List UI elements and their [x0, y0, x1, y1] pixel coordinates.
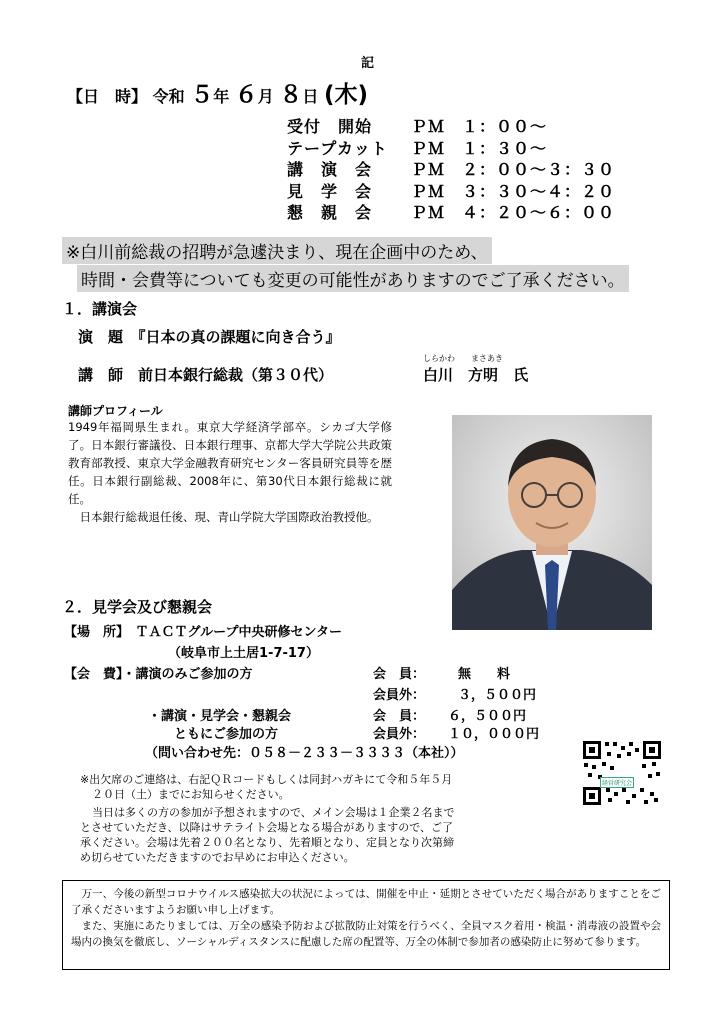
profile-title: 講師プロフィール [68, 404, 163, 418]
place-address: （岐阜市上土居1-7-17） [168, 646, 319, 661]
qr-code[interactable] [582, 740, 662, 806]
covid-paragraph-1: 万一、今後の新型コロナウイルス感染拡大の状況によっては、開催を中止・延期とさせていただく場合がありますことをご了承くださいますようお願い申し上げます。 [71, 888, 661, 916]
section2-title: ２．見学会及び懇親会 [62, 598, 213, 616]
date-month-unit: 月 [257, 87, 274, 106]
date-line [67, 76, 368, 109]
attendance-line-6: め切らせていただきますのでお早めにお申込ください。 [80, 851, 355, 864]
date-year: ５ [190, 82, 214, 108]
place-name: ＴＡＣＴグループ中央研修センター [135, 625, 342, 640]
schedule-row [287, 200, 615, 222]
date-label: 【日 時】 [67, 87, 148, 106]
fee2-description-2: ともにご参加の方 [174, 727, 279, 742]
fee1-nonmember-label: 会員外： [373, 688, 426, 703]
date-day: ８ [279, 82, 303, 108]
ruby-given: まさあき [471, 354, 503, 363]
covid-notice-box [62, 880, 670, 970]
schedule-row [287, 179, 615, 201]
attendance-line-1: ※出欠席のご連絡は、右記ＱＲコードもしくは同封ハガキにて令和５年５月 [80, 773, 453, 786]
fee2-member-price: ６，５００円 [448, 709, 527, 724]
attendance-line-3: 当日は多くの方の参加が予想されますので、メイン会場は１企業２名まで [92, 806, 455, 819]
fee2-nonmember-price: １０，０００円 [448, 727, 540, 742]
fee-line-1 [64, 663, 253, 682]
schedule-time: ＰＭ ２：００～３：３０ [411, 160, 616, 179]
topic-label: 演 題 [78, 328, 124, 346]
date-year-unit: 年 [213, 87, 230, 106]
document-heading: 記 [361, 56, 375, 71]
contact-line: （問い合わせ先：０５８－２３３－３３３３（本社）） [145, 746, 464, 761]
place-line [64, 621, 342, 640]
schedule-time: ＰＭ ３：３０～４：２０ [411, 181, 616, 201]
schedule-label: 懇 親 会 [287, 203, 373, 222]
profile-text [68, 418, 392, 526]
schedule-time: ＰＭ １：００～ [411, 117, 548, 136]
schedule-row [287, 114, 615, 136]
lecturer-title: 前日本銀行総裁（第３０代） [138, 366, 334, 384]
attendance-line-2: ２０日（土）までにお知らせください。 [92, 788, 290, 801]
fee1-member-price: 無 料 [458, 667, 511, 682]
date-era: 令和 [152, 87, 185, 106]
schedule-label: テープカット [287, 138, 388, 158]
schedule-label: 見 学 会 [287, 181, 373, 201]
schedule-list [287, 114, 615, 222]
date-weekday: (木) [323, 82, 368, 108]
fee2-member-label: 会 員： [373, 709, 426, 724]
covid-paragraph-2: また、実施にあたりましては、万全の感染予防および拡散防止対策を行うべく、全員マスク着用・検温・消毒液の設置や会場内の換気を徹底し、ソーシャルディスタンスに配慮した席の配置等、万全の体制で参加者の感染防止に努めて参ります。 [71, 920, 661, 948]
lecturer-line [78, 364, 333, 385]
lecturer-family-name: 白川 [423, 366, 454, 384]
profile-paragraph-2: 日本銀行総裁退任後、現、青山学院大学国際政治教授他。 [79, 510, 379, 524]
ruby-family: しらかわ [423, 354, 455, 363]
fee1-member-label: 会 員： [373, 667, 426, 682]
attendance-line-4: とさせていただき、以降はサテライト会場となる場合がありますので、ご了 [80, 821, 454, 834]
qr-code-label: 経営研究会 [600, 777, 634, 788]
notice-line-2: 時間・会費等についても変更の可能性がありますのでご了承ください。 [77, 265, 629, 292]
date-day-unit: 日 [302, 87, 319, 106]
schedule-time: ＰＭ ４：２０～６：００ [411, 203, 616, 222]
schedule-label: 講 演 会 [287, 160, 373, 179]
place-label: 【場 所】 [64, 625, 123, 640]
topic-title: 『日本の真の課題に向き合う』 [138, 328, 341, 346]
notice-line-1: ※白川前総裁の招聘が急遽決まり、現在企画中のため、 [62, 237, 492, 264]
attendance-line-5: 承ください。会場は先着２００名となり、先着順となり、定員となり次第締 [80, 836, 454, 849]
section1-title: １．講演会 [62, 300, 138, 318]
lecturer-photo [452, 415, 652, 630]
schedule-label: 受付 開始 [287, 117, 373, 136]
lecturer-given-name: 方明 [468, 366, 499, 384]
topic-line [78, 326, 341, 347]
lecturer-honorific: 氏 [513, 366, 529, 384]
schedule-row [287, 157, 615, 179]
schedule-row [287, 136, 615, 158]
date-month: ６ [234, 82, 258, 108]
lecturer-name [423, 364, 528, 385]
profile-paragraph-1: 1949年福岡県生まれ。東京大学経済学部卒。シカゴ大学修了。日本銀行審議役、日本銀行理事、京都大学大学院公共政策教育部教授、東京大学金融教育研究センター客員研究員等を歴任。日本銀行副総裁、2008年に、第30代日本銀行総裁に就任。 [68, 420, 392, 506]
fee2-description-1: ・講演・見学会・懇親会 [148, 709, 292, 724]
fee1-nonmember-price: ３，５００円 [458, 688, 537, 703]
fee-label: 【会 費】 [64, 667, 123, 682]
lecturer-label: 講 師 [78, 366, 124, 384]
fee1-description: ・講演のみご参加の方 [122, 667, 253, 682]
fee2-nonmember-label: 会員外： [373, 727, 426, 742]
schedule-time: ＰＭ １：３０～ [411, 138, 548, 158]
